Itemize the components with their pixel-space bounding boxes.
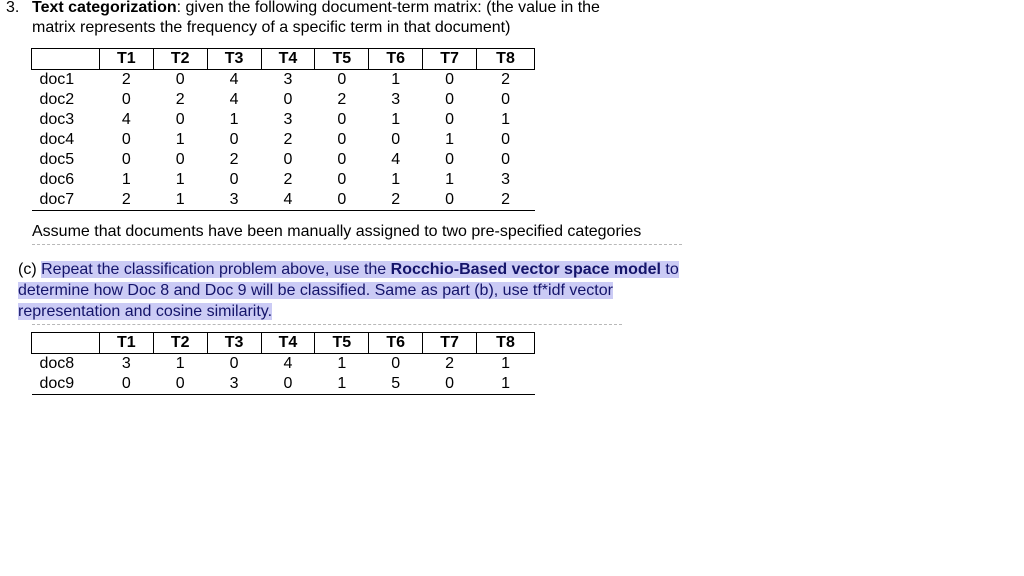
part-c-text2: to determine how Doc 8 and Doc 9 will be classified. Same as part (b), use tf*idf vector representation and cosine similarity.: [18, 261, 679, 320]
question-intro: : given the following document-term matrix: (the value in the: [176, 0, 600, 16]
table-cell: 3: [121, 355, 131, 372]
table-cell: 4: [229, 91, 239, 108]
column-header: T6: [369, 49, 423, 70]
assumption-text: Assume that documents have been manually assigned to two pre-specified categories: [32, 223, 642, 240]
column-header: T7: [423, 333, 477, 354]
table-cell: 1: [229, 111, 239, 128]
row-label: doc4: [39, 131, 75, 148]
table-row: [32, 70, 535, 91]
table-cell: 3: [207, 190, 261, 211]
table-cell: 0: [337, 111, 347, 128]
table-cell: 0: [423, 190, 477, 211]
part-c-bold: Rocchio-Based vector space model: [390, 261, 661, 278]
row-label: doc7: [32, 190, 100, 211]
table-cell: 0: [121, 91, 131, 108]
column-header: T1: [99, 333, 153, 354]
table-cell: 0: [423, 374, 477, 395]
table-row: [32, 110, 535, 130]
column-header: T8: [477, 333, 535, 354]
column-header: T5: [315, 49, 369, 70]
table-cell: 3: [283, 111, 293, 128]
table-cell: 2: [121, 71, 131, 88]
table-cell: 3: [207, 374, 261, 395]
document-term-matrix: [31, 48, 535, 211]
table-cell: 0: [175, 71, 185, 88]
table-cell: 0: [445, 91, 455, 108]
column-header: T4: [261, 49, 315, 70]
table-cell: 2: [445, 355, 455, 372]
table-cell: 0: [283, 91, 293, 108]
table-cell: 0: [121, 131, 131, 148]
table-cell: 1: [501, 111, 510, 128]
table-cell: 3: [283, 71, 293, 88]
table-cell: 1: [337, 355, 347, 372]
row-label: doc3: [39, 111, 75, 128]
table-cell: 2: [283, 171, 293, 188]
table-cell: 0: [121, 151, 131, 168]
column-header: T1: [99, 49, 153, 70]
part-c-highlight: [18, 261, 679, 320]
table-row: [32, 90, 535, 110]
table-cell: 0: [229, 171, 239, 188]
table-cell: 0: [229, 355, 239, 372]
table-cell: 0: [315, 190, 369, 211]
table-cell: 0: [501, 151, 510, 168]
table-row: [32, 130, 535, 150]
column-header: T4: [261, 333, 315, 354]
table-cell: 5: [369, 374, 423, 395]
column-header: T2: [153, 49, 207, 70]
table-row: [32, 170, 535, 190]
column-header: T3: [207, 49, 261, 70]
table-cell: 0: [445, 111, 455, 128]
header-row: [32, 49, 535, 70]
part-c-prefix: (c): [18, 261, 37, 278]
table-row: [32, 190, 535, 211]
table-cell: 1: [175, 171, 185, 188]
question-intro-line2: matrix represents the frequency of a specific term in that document): [32, 19, 511, 36]
table-cell: 2: [175, 91, 185, 108]
table-cell: 0: [283, 151, 293, 168]
row-label: doc5: [39, 151, 75, 168]
row-label: doc1: [39, 71, 75, 88]
table-cell: 4: [283, 355, 293, 372]
table-cell: 4: [391, 151, 401, 168]
table-cell: 3: [501, 171, 510, 188]
row-label: doc6: [39, 171, 75, 188]
table-cell: 2: [369, 190, 423, 211]
part-c-text: [18, 259, 708, 322]
table-cell: 1: [391, 111, 401, 128]
column-header: T7: [423, 49, 477, 70]
question-number: 3.: [6, 0, 20, 16]
part-c-text1: Repeat the classification problem above, use the: [41, 261, 391, 278]
table-cell: 2: [99, 190, 153, 211]
question-title: Text categorization: [32, 0, 177, 16]
table-cell: 0: [153, 374, 207, 395]
row-label: doc9: [32, 374, 100, 395]
table-cell: 0: [337, 171, 347, 188]
table-cell: 2: [283, 131, 293, 148]
table-cell: 2: [337, 91, 347, 108]
table-cell: 0: [501, 131, 510, 148]
table-cell: 1: [391, 71, 401, 88]
table-cell: 0: [501, 91, 510, 108]
header-row: [32, 333, 535, 354]
table-cell: 0: [391, 355, 401, 372]
table-row: [32, 150, 535, 170]
table-row: [32, 354, 535, 375]
header-corner: [32, 333, 100, 354]
divider: [32, 244, 682, 246]
table-cell: 0: [337, 151, 347, 168]
table-cell: 0: [175, 151, 185, 168]
table-cell: 1: [175, 131, 185, 148]
column-header: T6: [369, 333, 423, 354]
table-cell: 4: [121, 111, 131, 128]
table-cell: 0: [391, 131, 401, 148]
table-cell: 4: [229, 71, 239, 88]
table-cell: 4: [261, 190, 315, 211]
test-document-matrix: [31, 332, 535, 395]
table-cell: 3: [391, 91, 401, 108]
question-heading: [32, 0, 600, 18]
table-cell: 0: [445, 71, 455, 88]
table-cell: 1: [175, 355, 185, 372]
table-cell: 0: [175, 111, 185, 128]
table-cell: 0: [99, 374, 153, 395]
divider: [32, 324, 622, 326]
table-cell: 0: [337, 131, 347, 148]
table-cell: 0: [229, 131, 239, 148]
row-label: doc2: [39, 91, 75, 108]
table-cell: 0: [261, 374, 315, 395]
table-cell: 1: [121, 171, 131, 188]
table-cell: 2: [477, 190, 535, 211]
table-cell: 1: [477, 374, 535, 395]
column-header: T5: [315, 333, 369, 354]
table-cell: 1: [391, 171, 401, 188]
table-cell: 2: [229, 151, 239, 168]
table-cell: 1: [501, 355, 510, 372]
column-header: T3: [207, 333, 261, 354]
table-row: [32, 374, 535, 395]
column-header: T2: [153, 333, 207, 354]
table-cell: 1: [445, 131, 455, 148]
table-cell: 1: [315, 374, 369, 395]
header-corner: [32, 49, 100, 70]
table-cell: 0: [337, 71, 347, 88]
table-cell: 1: [153, 190, 207, 211]
table-cell: 2: [501, 71, 510, 88]
table-cell: 1: [445, 171, 455, 188]
column-header: T8: [477, 49, 535, 70]
table-cell: 0: [445, 151, 455, 168]
row-label: doc8: [39, 355, 75, 372]
